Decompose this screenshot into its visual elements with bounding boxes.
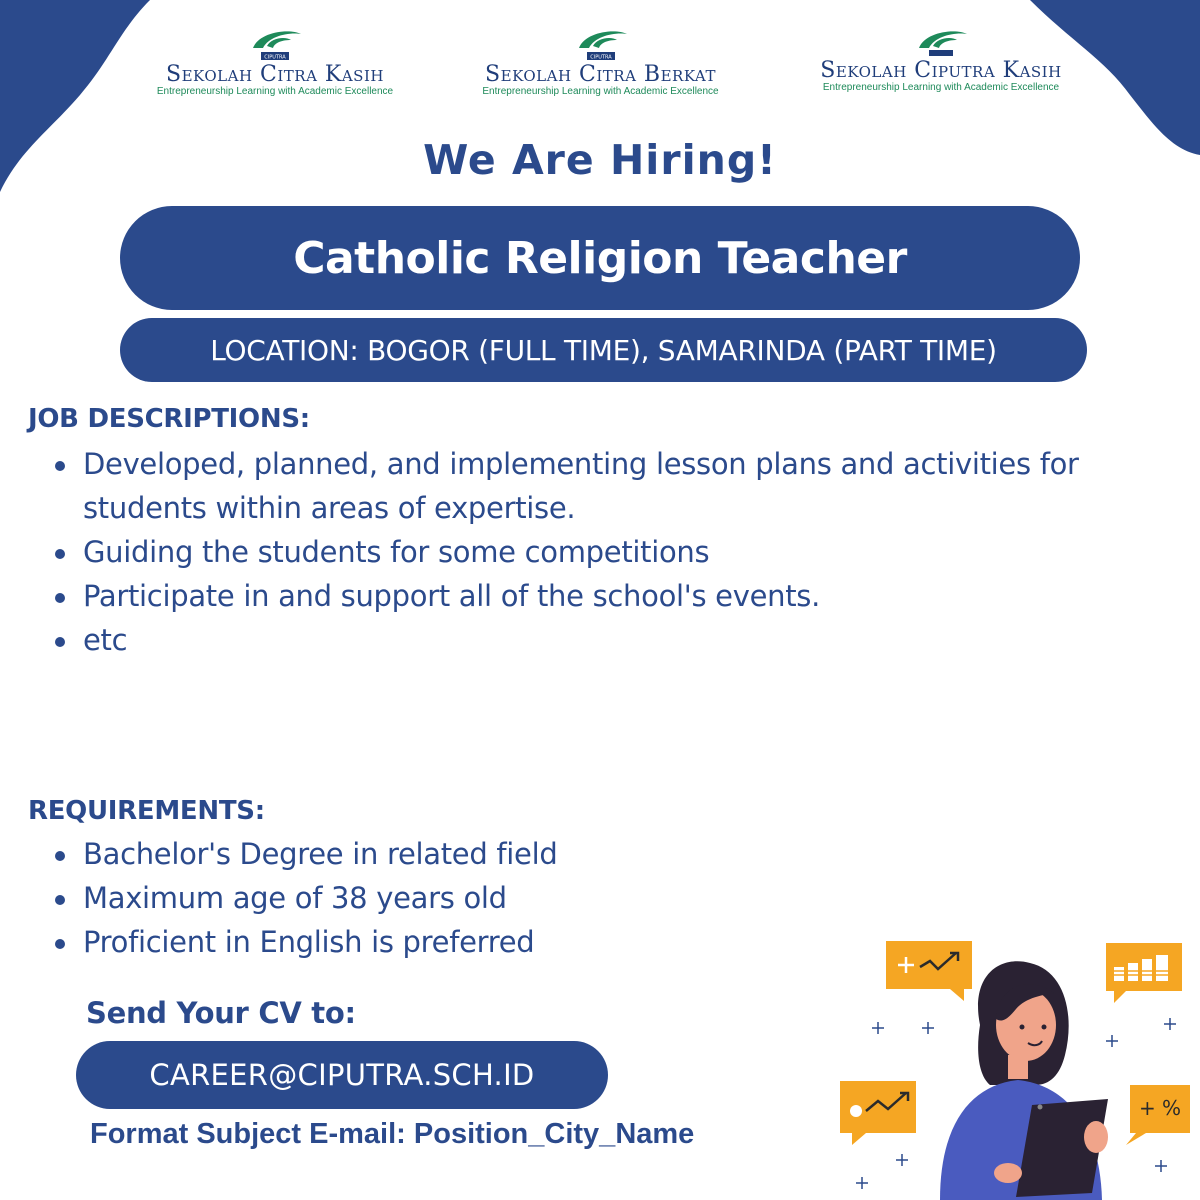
location-text: LOCATION: BOGOR (FULL TIME), SAMARINDA (PART TIME) xyxy=(210,333,997,367)
school-tagline: Entrepreneurship Learning with Academic Excellence xyxy=(482,86,719,97)
career-email[interactable]: CAREER@CIPUTRA.SCH.ID xyxy=(149,1058,535,1092)
svg-text:+ %: + % xyxy=(1138,1096,1182,1120)
job-title: Catholic Religion Teacher xyxy=(293,232,907,284)
school-name: Sekolah Ciputra Kasih xyxy=(820,58,1062,83)
list-item: Participate in and support all of the school's events. xyxy=(55,574,1165,618)
chart-up-bubble-icon xyxy=(886,941,972,1001)
ciputra-emblem-icon xyxy=(245,26,305,62)
job-title-banner xyxy=(120,206,1080,310)
list-item: etc xyxy=(55,618,1165,662)
list-item: Maximum age of 38 years old xyxy=(55,876,1165,920)
hiring-headline: We Are Hiring! xyxy=(423,136,777,184)
list-item: Proficient in English is preferred xyxy=(55,920,1165,964)
logo-sekolah-citra-berkat xyxy=(468,26,733,98)
requirements-heading: REQUIREMENTS: xyxy=(28,796,265,826)
logo-sekolah-citra-kasih xyxy=(155,26,395,98)
plus-percent-bubble-icon xyxy=(1126,1085,1190,1145)
list-item: Guiding the students for some competitions xyxy=(55,530,1165,574)
ciputra-emblem-icon xyxy=(911,24,971,58)
job-descriptions-list xyxy=(55,442,1165,662)
svg-text:CIPUTRA: CIPUTRA xyxy=(589,54,612,61)
woman-figure xyxy=(940,961,1108,1200)
bar-chart-bubble-icon xyxy=(1106,943,1182,1003)
svg-text:CIPUTRA: CIPUTRA xyxy=(264,54,286,61)
list-item: Bachelor's Degree in related field xyxy=(55,832,1165,876)
school-name: Sekolah Citra Kasih xyxy=(166,62,384,87)
school-tagline: Entrepreneurship Learning with Academic Excellence xyxy=(822,82,1060,93)
list-item: Developed, planned, and implementing lesson plans and activities for students within areas of expertise. xyxy=(55,442,1165,530)
ciputra-emblem-icon xyxy=(571,26,631,62)
career-email-button[interactable] xyxy=(76,1041,608,1109)
trend-bubble-icon xyxy=(840,1081,916,1145)
location-banner xyxy=(120,318,1087,382)
logo-sekolah-ciputra-kasih xyxy=(805,24,1077,94)
job-descriptions-heading: JOB DESCRIPTIONS: xyxy=(28,404,310,434)
email-subject-format: Format Subject E-mail: Position_City_Name xyxy=(90,1118,695,1150)
school-name: Sekolah Citra Berkat xyxy=(485,62,716,87)
school-tagline: Entrepreneurship Learning with Academic Excellence xyxy=(156,86,394,97)
send-cv-label: Send Your CV to: xyxy=(86,996,356,1030)
teacher-illustration xyxy=(830,935,1190,1200)
